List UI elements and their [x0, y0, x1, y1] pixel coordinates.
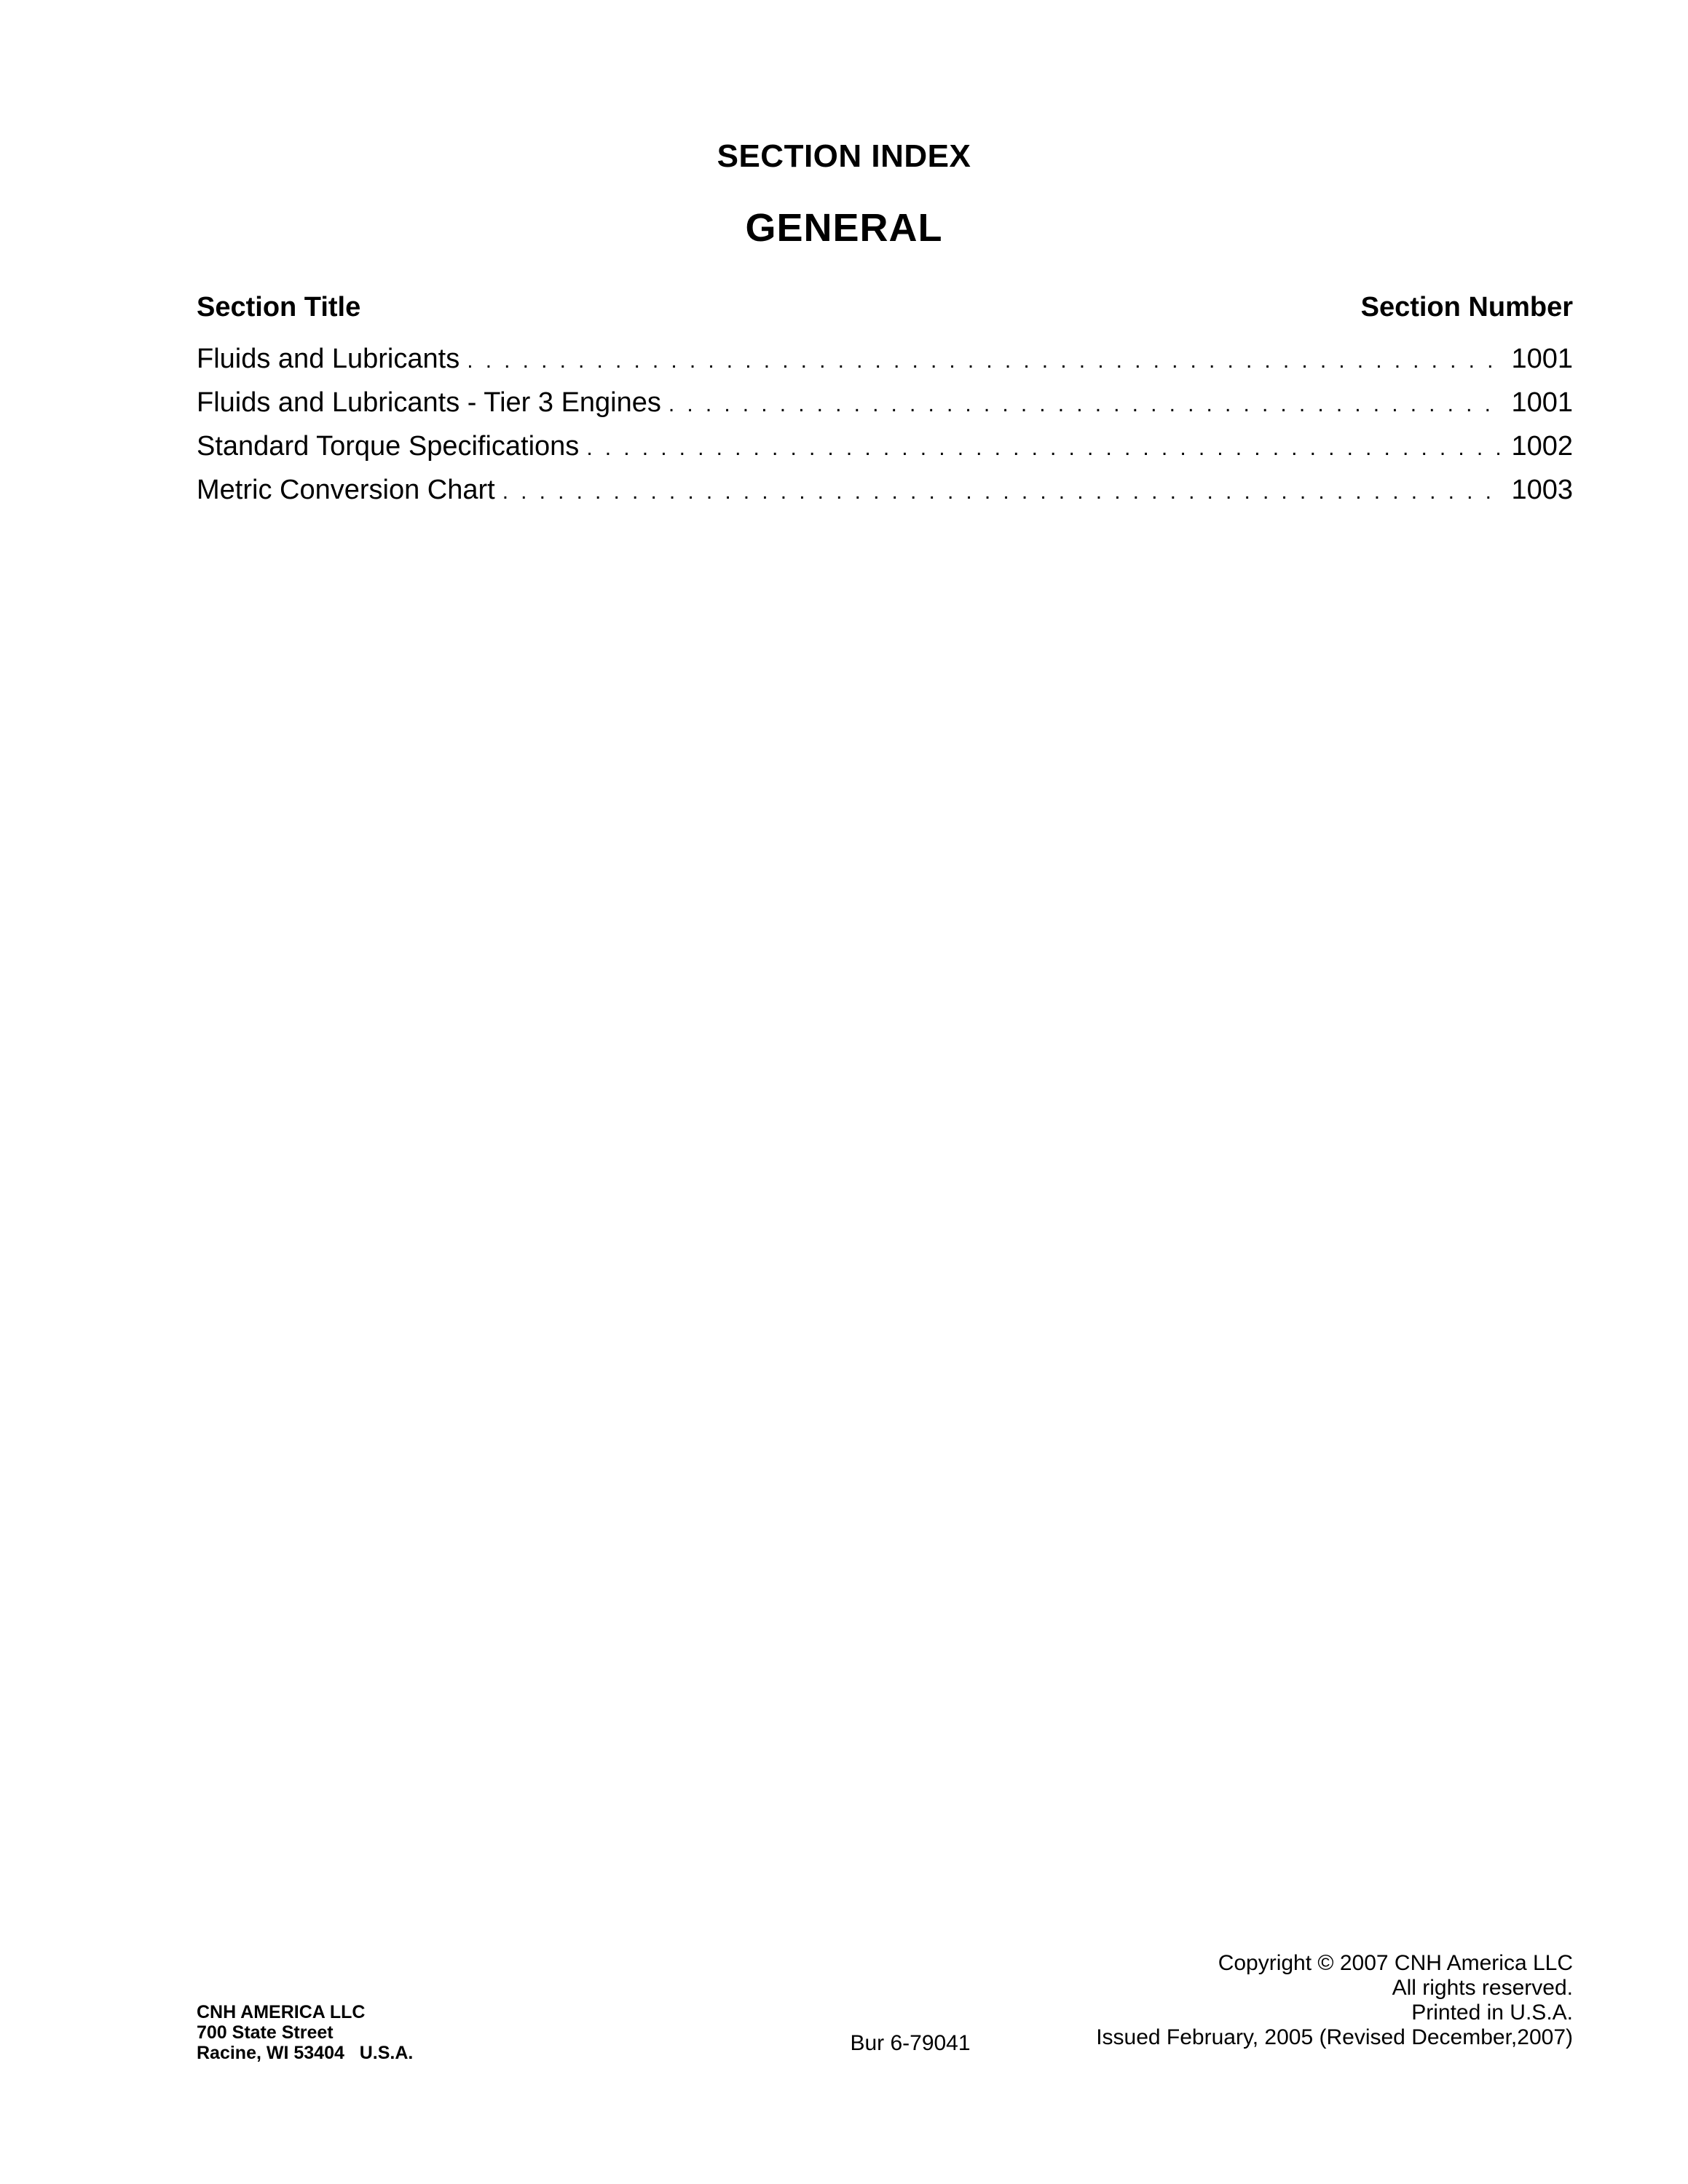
index-row-number: 1001 [1511, 344, 1573, 374]
index-row-title: Metric Conversion Chart [197, 475, 495, 505]
index-row-number: 1003 [1511, 475, 1573, 505]
copyright-line: Copyright © 2007 CNH America LLC [1218, 1951, 1573, 1975]
index-row[interactable] [197, 424, 1573, 468]
rights-line: All rights reserved. [1392, 1976, 1573, 2000]
index-row-number: 1002 [1511, 431, 1573, 462]
footer-copyright-block [1096, 1951, 1573, 2050]
index-row-title: Fluids and Lubricants - Tier 3 Engines [197, 387, 661, 418]
index-row-number: 1001 [1511, 387, 1573, 418]
index-row-title: Fluids and Lubricants [197, 344, 460, 374]
street-address: 700 State Street [197, 2022, 334, 2043]
city-address: Racine, WI 53404 U.S.A. [197, 2043, 414, 2063]
dot-leader [669, 383, 1503, 427]
dot-leader [502, 470, 1503, 514]
document-code: Bur 6-79041 [850, 2031, 971, 2055]
dot-leader [467, 339, 1502, 383]
issued-line: Issued February, 2005 (Revised December,2007) [1096, 2025, 1573, 2049]
printed-line: Printed in U.S.A. [1411, 2001, 1573, 2025]
company-name: CNH AMERICA LLC [197, 2002, 366, 2022]
footer-address [197, 2002, 413, 2063]
index-row[interactable] [197, 337, 1573, 381]
section-index-table [197, 288, 1573, 512]
column-header-section-number: Section Number [1360, 292, 1573, 323]
dot-leader [586, 427, 1502, 470]
column-header-section-title: Section Title [197, 292, 361, 323]
index-row-title: Standard Torque Specifications [197, 431, 580, 462]
category-heading: GENERAL [745, 206, 943, 250]
index-row[interactable] [197, 468, 1573, 512]
index-row[interactable] [197, 381, 1573, 424]
section-index-heading: SECTION INDEX [717, 138, 971, 174]
index-header-row [197, 288, 1573, 327]
